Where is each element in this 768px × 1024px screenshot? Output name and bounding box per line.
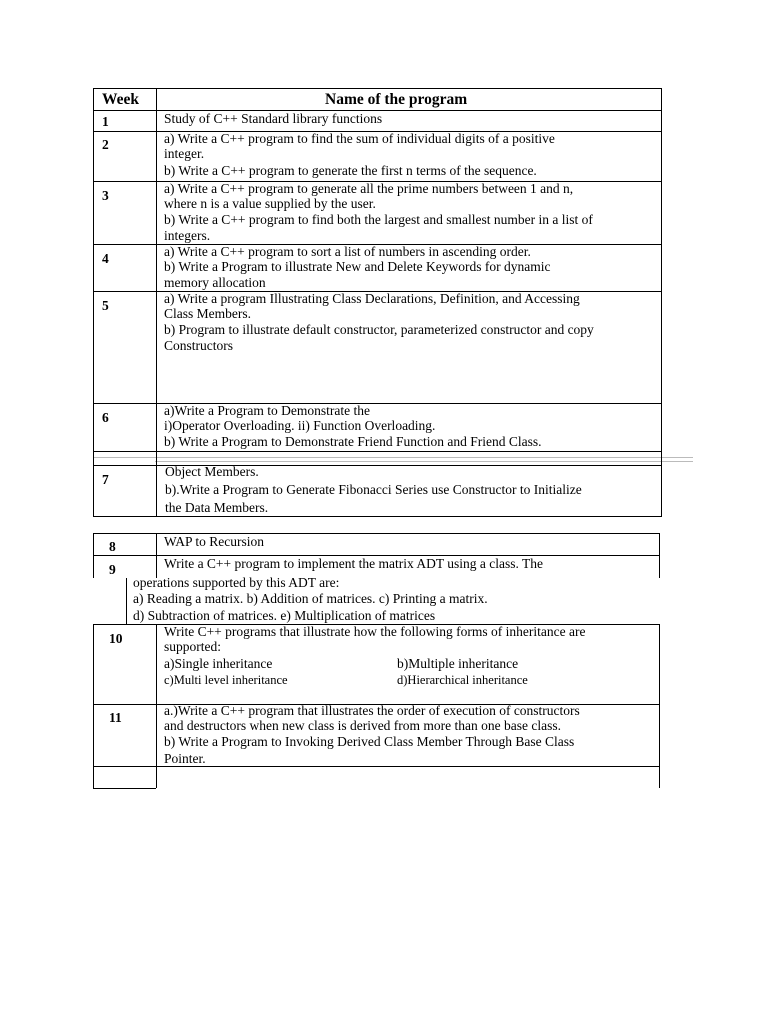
program-description: Write a C++ program to implement the matrix ADT using a class. The — [164, 556, 543, 571]
week-number: 2 — [102, 137, 109, 152]
program-description: a) Reading a matrix. b) Addition of matrices. c) Printing a matrix. — [133, 591, 488, 606]
program-description: a)Write a Program to Demonstrate the — [164, 403, 371, 418]
table1-bottom-border — [93, 516, 662, 517]
week-number: 4 — [102, 251, 109, 266]
program-description: a) Write a program Illustrating Class Declarations, Definition, and Accessing — [164, 291, 580, 306]
program-description: memory allocation — [164, 275, 266, 290]
program-description: a) Write a C++ program to generate all the prime numbers between 1 and n, — [164, 181, 574, 196]
program-description: integer. — [164, 146, 205, 161]
program-description: b) Write a Program to illustrate New and Delete Keywords for dynamic — [164, 259, 551, 274]
program-description: a.)Write a C++ program that illustrates the order of execution of constructors — [164, 703, 580, 718]
week-number: 8 — [109, 539, 116, 554]
header-program-name: Name of the program — [325, 91, 468, 108]
program-description: Pointer. — [164, 751, 206, 766]
table2-col-divider-lower — [156, 624, 157, 788]
table1-col-divider — [156, 88, 157, 516]
inheritance-hierarchical: d)Hierarchical inheritance — [397, 673, 528, 687]
program-description: b).Write a Program to Generate Fibonacci Series use Constructor to Initialize — [165, 482, 582, 497]
week-number: 11 — [109, 710, 122, 725]
program-description: WAP to Recursion — [164, 534, 264, 549]
program-description: b) Program to illustrate default constructor, parameterized constructor and copy — [164, 322, 594, 337]
table2-bottom-border — [93, 788, 156, 789]
inheritance-multilevel: c)Multi level inheritance — [164, 673, 288, 687]
week-number: 10 — [109, 631, 123, 646]
program-description: the Data Members. — [165, 500, 269, 515]
inheritance-single: a)Single inheritance — [164, 656, 273, 671]
table1-left-border — [93, 88, 94, 516]
program-description: a) Write a C++ program to sort a list of numbers in ascending order. — [164, 244, 531, 259]
program-description: b) Write a Program to Invoking Derived Class Member Through Base Class — [164, 734, 575, 749]
table1-right-border — [661, 88, 662, 516]
row9-inner-left-border — [126, 578, 127, 624]
table2-col-divider-upper — [156, 533, 157, 578]
table2-left-border-upper — [93, 533, 94, 578]
header-week: Week — [102, 91, 140, 108]
split-line-gray-1 — [93, 457, 693, 458]
program-description: Study of C++ Standard library functions — [164, 111, 383, 126]
program-description: Write C++ programs that illustrate how the following forms of inheritance are — [164, 624, 586, 639]
program-description: integers. — [164, 228, 211, 243]
program-description: i)Operator Overloading. ii) Function Overloading. — [164, 418, 436, 433]
week-number: 1 — [102, 114, 109, 129]
week-number: 7 — [102, 472, 109, 487]
week-number: 9 — [109, 562, 116, 577]
program-description: where n is a value supplied by the user. — [164, 196, 376, 211]
row6-bottom-border — [93, 451, 662, 452]
inheritance-multiple: b)Multiple inheritance — [397, 656, 519, 671]
table1-top-border — [93, 88, 662, 89]
week-number: 5 — [102, 298, 109, 313]
table2-left-border-lower — [93, 624, 94, 788]
program-description: Constructors — [164, 338, 233, 353]
table2-right-border-upper — [659, 533, 660, 578]
program-description: and destructors when new class is derived from more than one base class. — [164, 718, 562, 733]
table2-right-border-lower — [659, 624, 660, 788]
program-description: d) Subtraction of matrices. e) Multiplication of matrices — [133, 608, 436, 623]
week-number: 3 — [102, 188, 109, 203]
program-description: b) Write a C++ program to find both the largest and smallest number in a list of — [164, 212, 593, 227]
program-description: Class Members. — [164, 306, 251, 321]
program-description: supported: — [164, 639, 221, 654]
program-description: b) Write a Program to Demonstrate Friend Function and Friend Class. — [164, 434, 542, 449]
program-description: Object Members. — [165, 464, 259, 479]
split-line-gray-2 — [155, 461, 693, 462]
program-description: b) Write a C++ program to generate the first n terms of the sequence. — [164, 163, 537, 178]
week-number: 6 — [102, 410, 109, 425]
program-description: operations supported by this ADT are: — [133, 575, 340, 590]
program-description: a) Write a C++ program to find the sum of individual digits of a positive — [164, 131, 555, 146]
